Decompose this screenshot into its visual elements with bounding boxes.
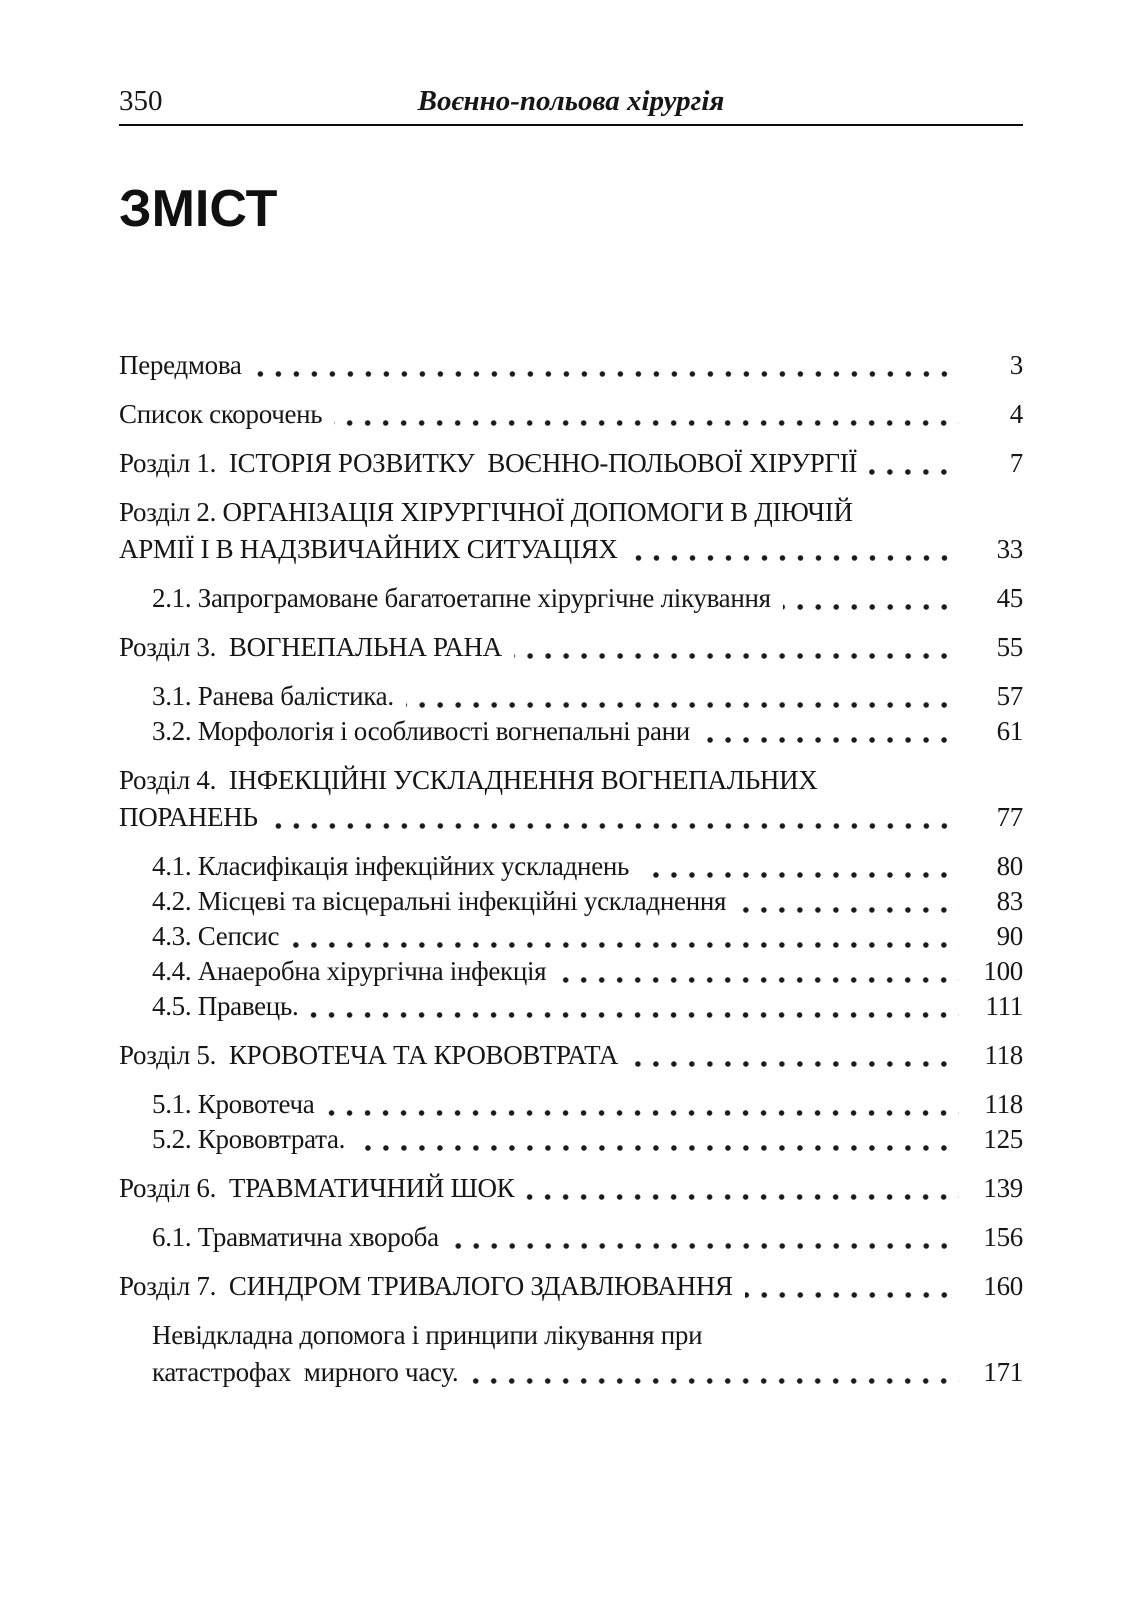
toc-entry (119, 495, 1023, 530)
toc-page-number: 160 (983, 1271, 1023, 1301)
toc-page-number: 80 (996, 851, 1023, 881)
toc-page-number: 4 (1009, 399, 1023, 429)
toc-entry-label: Розділ 3. ВОГНЕПАЛЬНА РАНА (119, 632, 502, 662)
toc-page-number: 77 (996, 802, 1023, 832)
toc-entry (119, 348, 1023, 383)
toc-entry (119, 1220, 1023, 1255)
toc-entry (119, 1269, 1023, 1304)
toc-entry (119, 1318, 1023, 1353)
toc-entry (119, 1122, 1023, 1157)
toc-entry-label: Список скорочень (119, 399, 323, 429)
toc-entry-label: Розділ 7. СИНДРОМ ТРИВАЛОГО ЗДАВЛЮВАННЯ (119, 1271, 733, 1301)
toc-entry-label: катастрофах мирного часу. (152, 1357, 459, 1387)
toc-page-number: 118 (984, 1089, 1023, 1119)
toc-entry-label: 4.3. Сепсис (152, 921, 280, 951)
toc-entry (119, 849, 1023, 884)
toc-entry (119, 800, 1023, 835)
toc-entry-label: Розділ 6. ТРАВМАТИЧНИЙ ШОК (119, 1173, 515, 1203)
toc-entry-label: Розділ 2. ОРГАНІЗАЦІЯ ХІРУРГІЧНОЇ ДОПОМОГИ В ДІЮЧІЙ (119, 497, 853, 527)
toc-page-number: 125 (983, 1124, 1023, 1154)
toc-entry (119, 532, 1023, 567)
header-page-number: 350 (119, 85, 163, 117)
toc-entry (119, 884, 1023, 919)
dot-leader (254, 369, 959, 379)
toc-page-number: 156 (983, 1222, 1023, 1252)
toc-entry-label: 3.1. Ранева балістика. (152, 681, 394, 711)
toc-page-number: 118 (984, 1040, 1023, 1070)
toc-entry (119, 397, 1023, 432)
dot-leader (526, 1192, 959, 1202)
toc-entry (119, 1355, 1023, 1390)
toc-page-number: 111 (985, 991, 1023, 1021)
toc-entry-label: ПОРАНЕНЬ (119, 802, 258, 832)
toc-page-number: 55 (996, 632, 1023, 662)
dot-leader (291, 940, 959, 950)
toc-entry-label: Розділ 4. ІНФЕКЦІЙНІ УСКЛАДНЕННЯ ВОГНЕПАЛЬНИХ (119, 765, 818, 795)
toc-page-number: 3 (1009, 350, 1023, 380)
toc-entry (119, 954, 1023, 989)
toc-entry (119, 1171, 1023, 1206)
dot-leader (334, 418, 959, 428)
toc-entry-label: Розділ 1. ІСТОРІЯ РОЗВИТКУ ВОЄННО-ПОЛЬОВОЇ ХІРУРГІЇ (119, 448, 858, 478)
toc-page-number: 90 (996, 921, 1023, 951)
toc-page-number: 57 (996, 681, 1023, 711)
running-title: Воєнно-польова хірургія (417, 85, 725, 117)
toc-page-number: 7 (1009, 448, 1023, 478)
toc-page-number: 33 (996, 534, 1023, 564)
toc-page-number: 100 (983, 956, 1023, 986)
dot-leader (738, 905, 959, 915)
toc-entry-label: 4.2. Місцеві та вісцеральні інфекційні ускладнення (152, 886, 727, 916)
toc-entry-label: АРМІЇ І В НАДЗВИЧАЙНИХ СИТУАЦІЯХ (119, 534, 618, 564)
toc-page-number: 45 (996, 583, 1023, 613)
toc-entry (119, 714, 1023, 749)
dot-leader (702, 735, 959, 745)
toc-entry-label: 2.1. Запрограмоване багатоетапне хірургічне лікування (152, 583, 771, 613)
toc-entry (119, 919, 1023, 954)
toc-page-number: 139 (983, 1173, 1023, 1203)
toc-entry-label: 6.1. Травматична хвороба (152, 1222, 439, 1252)
dot-leader (630, 1059, 959, 1069)
dot-leader (783, 602, 959, 612)
dot-leader (406, 700, 959, 710)
toc-entry-label: 3.2. Морфологія і особливості вогнепальні рани (152, 716, 690, 746)
toc-page-number: 83 (996, 886, 1023, 916)
running-header (119, 86, 1023, 126)
dot-leader (451, 1241, 959, 1251)
toc-entry (119, 630, 1023, 665)
dot-leader (641, 870, 959, 880)
dot-leader (357, 1143, 959, 1153)
dot-leader (310, 1010, 959, 1020)
toc-entry-label: 4.4. Анаеробна хірургічна інфекція (152, 956, 547, 986)
toc-entry-label: Розділ 5. КРОВОТЕЧА ТА КРОВОВТРАТА (119, 1040, 619, 1070)
toc-entry-label: 5.2. Крововтрата. (152, 1124, 346, 1154)
table-of-contents (119, 348, 1023, 1390)
toc-entry (119, 1087, 1023, 1122)
dot-leader (470, 1376, 959, 1386)
toc-page-number: 61 (996, 716, 1023, 746)
toc-entry-label: Передмова (119, 350, 242, 380)
dot-leader (270, 821, 959, 831)
toc-entry (119, 679, 1023, 714)
toc-entry-label: 4.5. Правець. (152, 991, 299, 1021)
toc-entry-label: 5.1. Кровотеча (152, 1089, 315, 1119)
dot-leader (558, 975, 959, 985)
dot-leader (514, 651, 959, 661)
toc-entry (119, 763, 1023, 798)
toc-entry-label: 4.1. Класифікація інфекційних ускладнень (152, 851, 630, 881)
toc-entry-label: Невідкладна допомога і принципи лікування при (152, 1320, 703, 1350)
toc-entry (119, 581, 1023, 616)
dot-leader (630, 553, 959, 563)
page-title: ЗМІСТ (119, 180, 278, 238)
dot-leader (745, 1290, 959, 1300)
dot-leader (869, 467, 959, 477)
toc-entry (119, 1038, 1023, 1073)
toc-entry (119, 446, 1023, 481)
dot-leader (326, 1108, 959, 1118)
toc-entry (119, 989, 1023, 1024)
toc-page-number: 171 (983, 1357, 1023, 1387)
